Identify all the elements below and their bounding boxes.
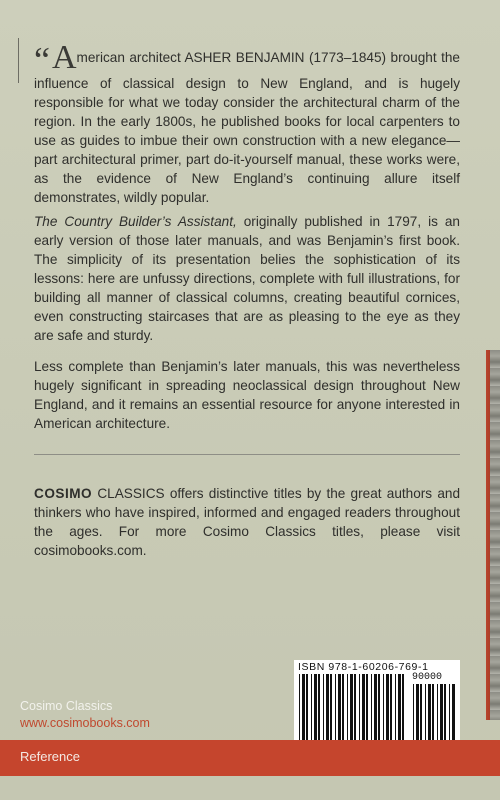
category-band: [0, 740, 500, 776]
description-paragraph-3: [34, 357, 460, 433]
paragraph-1-text: merican architect ASHER BENJAMIN (1773–1845) brought the influence of classical design to New England, and is hugely responsible for what we today consider the architectural charm of the region. In the early 1800s, he published books for local carpenters to use as guides to imbue their own construction with a new elegance—part architectural primer, part do-it-yourself manual, these works were, as the evidence of New England’s continuing allure itself demonstrates, wildly popular.: [34, 50, 460, 205]
margin-rule: [18, 38, 19, 83]
paragraph-2-text: originally published in 1797, is an early version of those later manuals, and was Benjamin’s first book. The simplicity of its presentation belies the sophistication of its lessons: here are unfussy directions, complete with full illustrations, for building all manner of classical columns, creating beautiful cornices, even constructing staircases that are as pleasing to the eye as they are safe and sturdy.: [34, 214, 460, 343]
spine-photo-edge: [490, 350, 500, 720]
publisher-info: [20, 698, 150, 732]
isbn-number: ISBN 978-1-60206-769-1: [298, 661, 429, 673]
section-divider: [34, 454, 460, 455]
publisher-url[interactable]: www.cosimobooks.com: [20, 716, 150, 730]
brand-name-bold: COSIMO: [34, 486, 93, 501]
description-paragraph-2: [34, 212, 460, 345]
ean-barcode-bars: [298, 674, 406, 748]
category-label: Reference: [20, 749, 80, 764]
publisher-blurb: [34, 484, 460, 560]
publisher-blurb-text: offers distinctive titles by the great authors and thinkers who have inspired, informed and engaged readers throughout the ages. For more Cosimo Classics titles, please visit cosimobooks.com.: [34, 486, 460, 558]
price-addon-bars: [412, 684, 456, 748]
drop-cap-letter: A: [51, 39, 77, 76]
book-title: The Country Builder’s Assistant,: [34, 214, 237, 229]
publisher-name: Cosimo Classics: [20, 699, 113, 713]
brand-name-rest: CLASSICS: [92, 486, 165, 501]
description-paragraph-1: [34, 39, 460, 207]
paragraph-3-text: Less complete than Benjamin’s later manuals, this was nevertheless hugely significant in spreading neoclassical design throughout New England, and it remains an essential resource for anyone interested in American architecture.: [34, 359, 460, 431]
spine-edge-strip: [486, 350, 500, 720]
price-code: 90000: [412, 672, 443, 683]
open-quote-mark: “: [34, 40, 50, 80]
